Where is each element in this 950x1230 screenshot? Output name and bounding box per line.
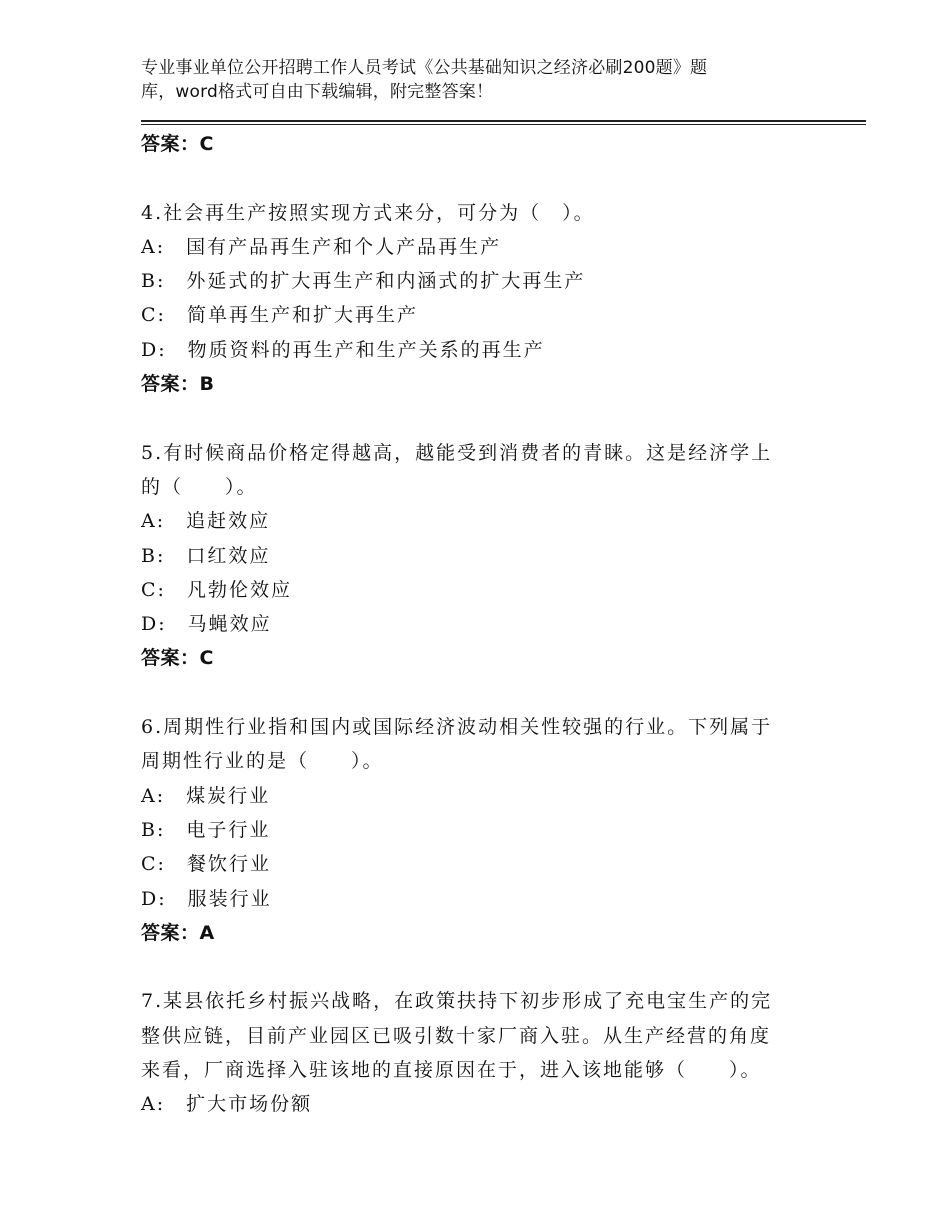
header-line-1: 专业事业单位公开招聘工作人员考试《公共基础知识之经济必刷200题》题 (141, 58, 708, 78)
question-block (141, 984, 801, 1121)
option-a: A: 追赶效应 (141, 510, 271, 533)
option-d: D: 马蝇效应 (141, 613, 272, 636)
question-text: 整供应链，目前产业园区已吸引数十家厂商入驻。从生产经营的角度 (141, 1024, 772, 1047)
header-divider (141, 120, 866, 125)
option-b: B: 口红效应 (141, 544, 271, 567)
page-header (141, 56, 801, 104)
option-d: D: 物质资料的再生产和生产关系的再生产 (141, 338, 545, 361)
header-line-2: 库，word格式可自由下载编辑，附完整答案！ (141, 82, 494, 102)
option-d: D: 服装行业 (141, 887, 272, 910)
question-text: 5.有时候商品价格定得越高，越能受到消费者的青睐。这是经济学上 (141, 441, 773, 464)
answer-line: 答案：C (141, 133, 214, 155)
option-c: C: 简单再生产和扩大再生产 (141, 304, 418, 327)
option-b: B: 电子行业 (141, 818, 271, 841)
question-block (141, 196, 801, 402)
option-b: B: 外延式的扩大再生产和内涵式的扩大再生产 (141, 270, 586, 293)
question-text: 4.社会再生产按照实现方式来分，可分为（ ）。 (141, 201, 595, 224)
option-a: A: 煤炭行业 (141, 784, 271, 807)
option-a: A: 国有产品再生产和个人产品再生产 (141, 235, 502, 258)
answer-line: 答案：C (141, 647, 214, 670)
spacer (141, 676, 801, 710)
spacer (141, 161, 801, 195)
question-block (141, 436, 801, 676)
spacer (141, 950, 801, 984)
option-c: C: 凡勃伦效应 (141, 578, 292, 601)
option-c: C: 餐饮行业 (141, 853, 271, 876)
question-text: 周期性行业的是（ ）。 (141, 750, 384, 773)
question-text: 的（ ）。 (141, 475, 258, 498)
question-block (141, 710, 801, 950)
document-body (141, 127, 801, 1122)
question-text: 6.周期性行业指和国内或国际经济波动相关性较强的行业。下列属于 (141, 716, 773, 739)
question-text: 7.某县依托乡村振兴战略，在政策扶持下初步形成了充电宝生产的完 (141, 990, 773, 1013)
question-text: 来看，厂商选择入驻该地的直接原因在于，进入该地能够（ ）。 (141, 1059, 762, 1082)
spacer (141, 401, 801, 435)
option-a: A: 扩大市场份额 (141, 1093, 313, 1116)
answer-line: 答案：B (141, 373, 215, 396)
answer-line: 答案：A (141, 921, 215, 944)
